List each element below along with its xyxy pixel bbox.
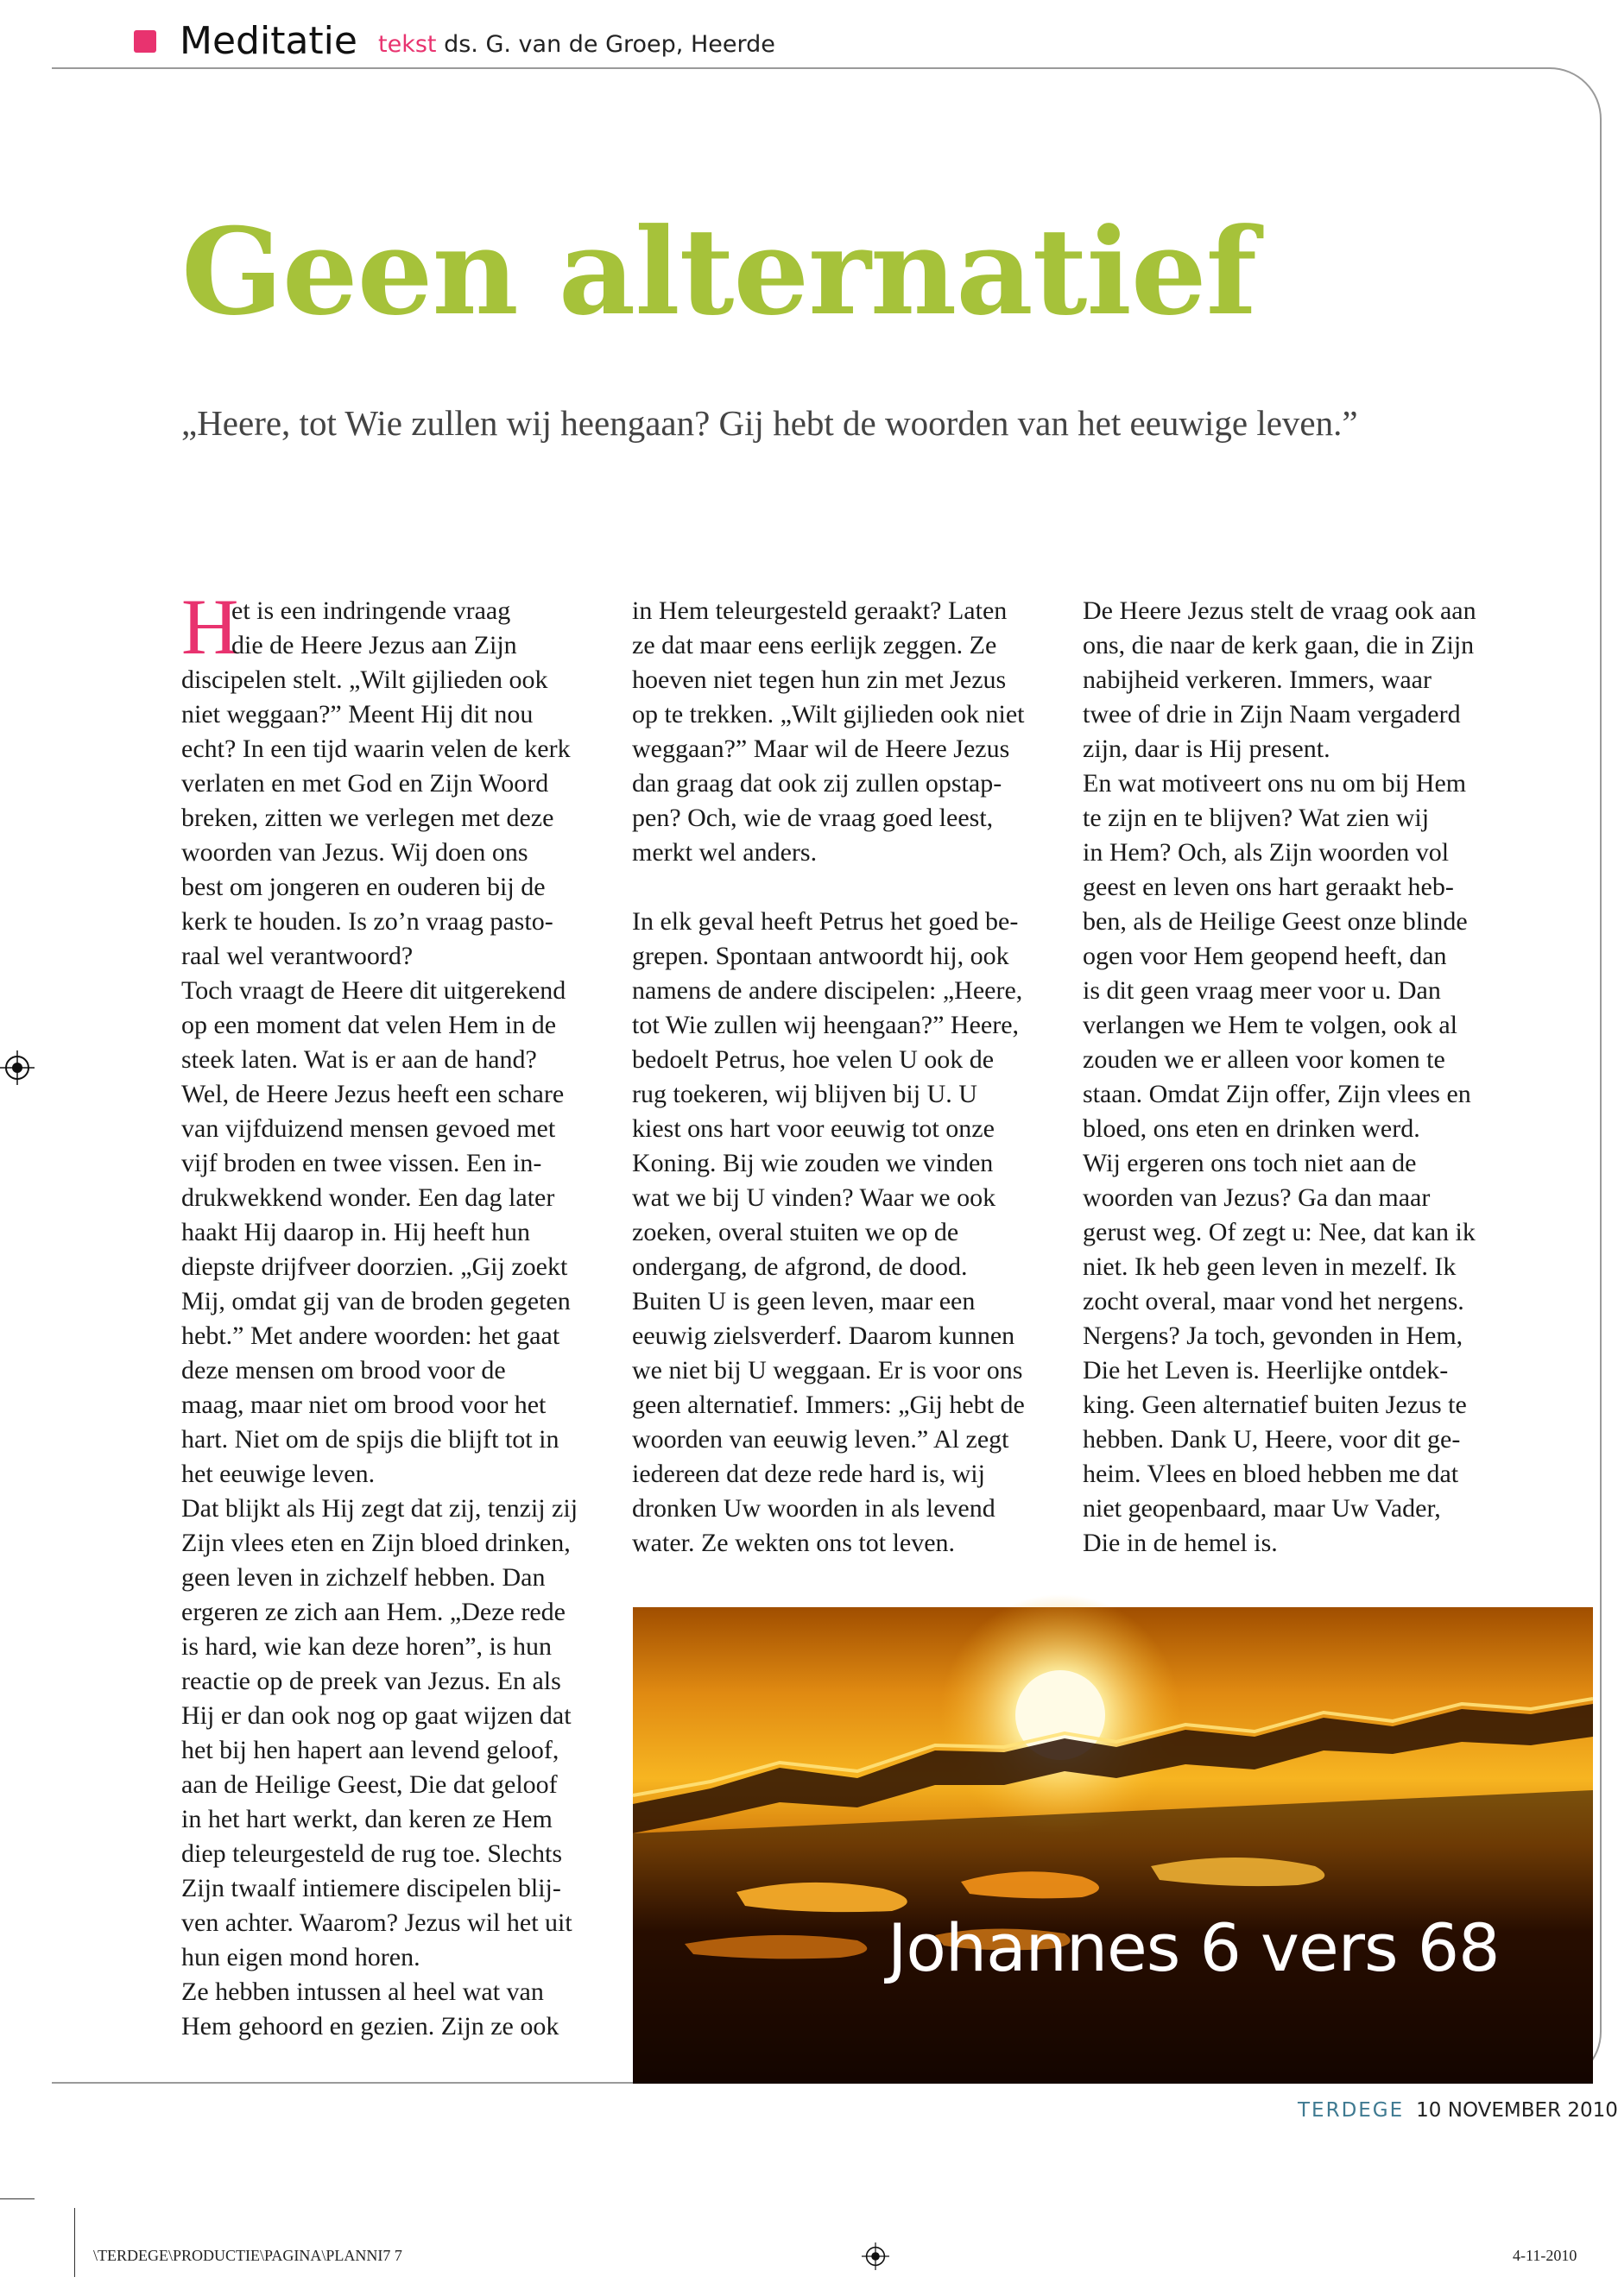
body-line: we niet bij U weggaan. Er is voor ons <box>632 1356 1023 1385</box>
body-line: haakt Hij daarop in. Hij heeft hun <box>181 1218 531 1246</box>
body-line: op te trekken. „Wilt gijlieden ook niet <box>632 700 1025 729</box>
body-line: bloed, ons eten en drinken werd. <box>1083 1114 1420 1143</box>
body-line: Koning. Bij wie zouden we vinden <box>632 1149 994 1177</box>
body-line: In elk geval heeft Petrus het goed be- <box>632 907 1019 936</box>
body-line: zijn, daar is Hij present. <box>1083 735 1330 763</box>
photo-caption: Johannes 6 vers 68 <box>888 1909 1500 1986</box>
sunset-image <box>633 1607 1593 2084</box>
body-line: ons, die naar de kerk gaan, die in Zijn <box>1083 631 1475 659</box>
body-line: Die het Leven is. Heerlijke ontdek- <box>1083 1356 1449 1385</box>
body-line: tot Wie zullen wij heengaan?” Heere, <box>632 1011 1020 1039</box>
body-line: Ze hebben intussen al heel wat van <box>181 1977 544 2006</box>
body-line: discipelen stelt. „Wilt gijlieden ook <box>181 665 548 694</box>
body-line: Toch vraagt de Heere dit uitgerekend <box>181 976 566 1005</box>
body-line: in het hart werkt, dan keren ze Hem <box>181 1805 553 1833</box>
body-line: verlaten en met God en Zijn Woord <box>181 769 549 798</box>
body-line: ergeren ze zich aan Hem. „Deze rede <box>181 1598 566 1626</box>
body-line: niet weggaan?” Meent Hij dit nou <box>181 700 534 729</box>
print-date: 4-11-2010 <box>1513 2247 1577 2264</box>
section-marker <box>134 30 156 53</box>
body-line: diep teleurgesteld de rug toe. Slechts <box>181 1839 562 1868</box>
body-line: ben, als de Heilige Geest onze blinde <box>1083 907 1468 936</box>
body-line: vijf broden en twee vissen. Een in- <box>181 1149 542 1177</box>
body-line: deze mensen om brood voor de <box>181 1356 506 1385</box>
body-line: zouden we er alleen voor komen te <box>1083 1045 1445 1074</box>
body-line: ze dat maar eens eerlijk zeggen. Ze <box>632 631 997 659</box>
body-line: verlangen we Hem te volgen, ook al <box>1083 1011 1458 1039</box>
body-column-3 <box>1083 594 1514 1561</box>
body-line: dronken Uw woorden in als levend <box>632 1494 995 1523</box>
body-line: iedereen dat deze rede hard is, wij <box>632 1460 985 1488</box>
body-line: is dit geen vraag meer voor u. Dan <box>1083 976 1441 1005</box>
body-line: zocht overal, maar vond het nergens. <box>1083 1287 1464 1315</box>
body-line: steek laten. Wat is er aan de hand? <box>181 1045 537 1074</box>
body-line: te zijn en te blijven? Wat zien wij <box>1083 804 1430 832</box>
body-line: op een moment dat velen Hem in de <box>181 1011 557 1039</box>
body-line: Zijn twaalf intiemere discipelen blij- <box>181 1874 561 1902</box>
section-title: Meditatie <box>180 19 357 63</box>
registration-mark-icon <box>0 1050 35 1085</box>
body-line: kerk te houden. Is zo’n vraag pasto- <box>181 907 553 936</box>
body-line: woorden van eeuwig leven.” Al zegt <box>632 1425 1009 1454</box>
body-line: woorden van Jezus. Wij doen ons <box>181 838 528 867</box>
body-line: drukwekkend wonder. Een dag later <box>181 1183 555 1212</box>
byline-author: ds. G. van de Groep, Heerde <box>444 31 775 58</box>
body-line: gerust weg. Of zegt u: Nee, dat kan ik <box>1083 1218 1476 1246</box>
body-line: maag, maar niet om brood voor het <box>181 1391 547 1419</box>
body-line: best om jongeren en ouderen bij de <box>181 873 546 901</box>
body-line: namens de andere discipelen: „Heere, <box>632 976 1023 1005</box>
body-line: dan graag dat ook zij zullen opstap- <box>632 769 1002 798</box>
body-line: staan. Omdat Zijn offer, Zijn vlees en <box>1083 1080 1471 1108</box>
body-line: breken, zitten we verlegen met deze <box>181 804 554 832</box>
body-line: reactie op de preek van Jezus. En als <box>181 1667 561 1695</box>
page-footer <box>1298 2093 1618 2128</box>
footer-date: 10 NOVEMBER 2010 <box>1416 2099 1618 2122</box>
body-line: bedoelt Petrus, hoe velen U ook de <box>632 1045 995 1074</box>
body-line: niet. Ik heb geen leven in mezelf. Ik <box>1083 1252 1457 1281</box>
article-title: Geen alternatief <box>181 201 1257 342</box>
body-line: woorden van Jezus? Ga dan maar <box>1083 1183 1431 1212</box>
body-line: merkt wel anders. <box>632 838 818 867</box>
body-line: geen alternatief. Immers: „Gij hebt de <box>632 1391 1025 1419</box>
paragraph-gap <box>632 870 1064 905</box>
body-line: echt? In een tijd waarin velen de kerk <box>181 735 571 763</box>
byline-kicker: tekst <box>378 31 437 58</box>
body-line: Die in de hemel is. <box>1083 1529 1278 1557</box>
body-line: De Heere Jezus stelt de vraag ook aan <box>1083 596 1476 625</box>
body-line: zoeken, overal stuiten we op de <box>632 1218 959 1246</box>
body-line: het eeuwige leven. <box>181 1460 376 1488</box>
body-line: in Hem? Och, als Zijn woorden vol <box>1083 838 1450 867</box>
body-line: Zijn vlees eten en Zijn bloed drinken, <box>181 1529 571 1557</box>
body-line: water. Ze wekten ons tot leven. <box>632 1529 956 1557</box>
drop-cap: H <box>181 583 239 671</box>
body-line: in Hem teleurgesteld geraakt? Laten <box>632 596 1008 625</box>
body-line: Wij ergeren ons toch niet aan de <box>1083 1149 1417 1177</box>
body-line: Hij er dan ook nog op gaat wijzen dat <box>181 1701 572 1730</box>
body-line: van vijfduizend mensen gevoed met <box>181 1114 556 1143</box>
body-line: niet geopenbaard, maar Uw Vader, <box>1083 1494 1441 1523</box>
body-line: hoeven niet tegen hun zin met Jezus <box>632 665 1007 694</box>
footer-magazine: TERDEGE <box>1298 2099 1405 2122</box>
body-line: het bij hen hapert aan levend geloof, <box>181 1736 559 1764</box>
body-line: Dat blijkt als Hij zegt dat zij, tenzij zij <box>181 1494 578 1523</box>
body-line: weggaan?” Maar wil de Heere Jezus <box>632 735 1010 763</box>
body-line: twee of drie in Zijn Naam vergaderd <box>1083 700 1461 729</box>
body-line: pen? Och, wie de vraag goed leest, <box>632 804 994 832</box>
body-line: eeuwig zielsverderf. Daarom kunnen <box>632 1321 1015 1350</box>
print-slug: \TERDEGE\PRODUCTIE\PAGINA\PLANNI7 7 <box>93 2247 402 2264</box>
body-line: king. Geen alternatief buiten Jezus te <box>1083 1391 1467 1419</box>
body-line: nabijheid verkeren. Immers, waar <box>1083 665 1432 694</box>
crop-mark <box>0 2198 35 2199</box>
body-line: Hem gehoord en gezien. Zijn ze ook <box>181 2012 559 2041</box>
body-line: heim. Vlees en bloed hebben me dat <box>1083 1460 1459 1488</box>
body-line: hun eigen mond horen. <box>181 1943 420 1971</box>
body-line: kiest ons hart voor eeuwig tot onze <box>632 1114 995 1143</box>
body-line: Mij, omdat gij van de broden gegeten <box>181 1287 571 1315</box>
body-line: et is een indringende vraag <box>231 596 511 625</box>
registration-mark-icon <box>862 2242 889 2270</box>
body-column-2 <box>632 594 1064 1561</box>
body-line: raal wel verantwoord? <box>181 942 414 970</box>
body-line: aan de Heilige Geest, Die dat geloof <box>181 1770 558 1799</box>
body-line: hebben. Dank U, Heere, voor dit ge- <box>1083 1425 1461 1454</box>
body-line: diepste drijfveer doorzien. „Gij zoekt <box>181 1252 568 1281</box>
body-line: die de Heere Jezus aan Zijn <box>231 631 517 659</box>
crop-mark <box>74 2208 75 2277</box>
body-line: ondergang, de afgrond, de dood. <box>632 1252 968 1281</box>
byline <box>378 29 775 60</box>
body-line: Wel, de Heere Jezus heeft een schare <box>181 1080 565 1108</box>
body-line: wat we bij U vinden? Waar we ook <box>632 1183 996 1212</box>
body-line: rug toekeren, wij blijven bij U. U <box>632 1080 977 1108</box>
body-line: is hard, wie kan deze horen”, is hun <box>181 1632 553 1661</box>
body-column-1 <box>181 594 604 2044</box>
sunset-photo <box>633 1607 1593 2084</box>
body-line: grepen. Spontaan antwoordt hij, ook <box>632 942 1009 970</box>
body-line: Nergens? Ja toch, gevonden in Hem, <box>1083 1321 1463 1350</box>
article-quote: „Heere, tot Wie zullen wij heengaan? Gij hebt de woorden van het eeuwige leven.” <box>181 403 1358 443</box>
body-line: ogen voor Hem geopend heeft, dan <box>1083 942 1447 970</box>
body-line: En wat motiveert ons nu om bij Hem <box>1083 769 1467 798</box>
body-line: geen leven in zichzelf hebben. Dan <box>181 1563 546 1592</box>
body-line: hebt.” Met andere woorden: het gaat <box>181 1321 560 1350</box>
body-line: hart. Niet om de spijs die blijft tot in <box>181 1425 559 1454</box>
body-line: geest en leven ons hart geraakt heb- <box>1083 873 1454 901</box>
body-line: ven achter. Waarom? Jezus wil het uit <box>181 1908 572 1937</box>
body-line: Buiten U is geen leven, maar een <box>632 1287 976 1315</box>
